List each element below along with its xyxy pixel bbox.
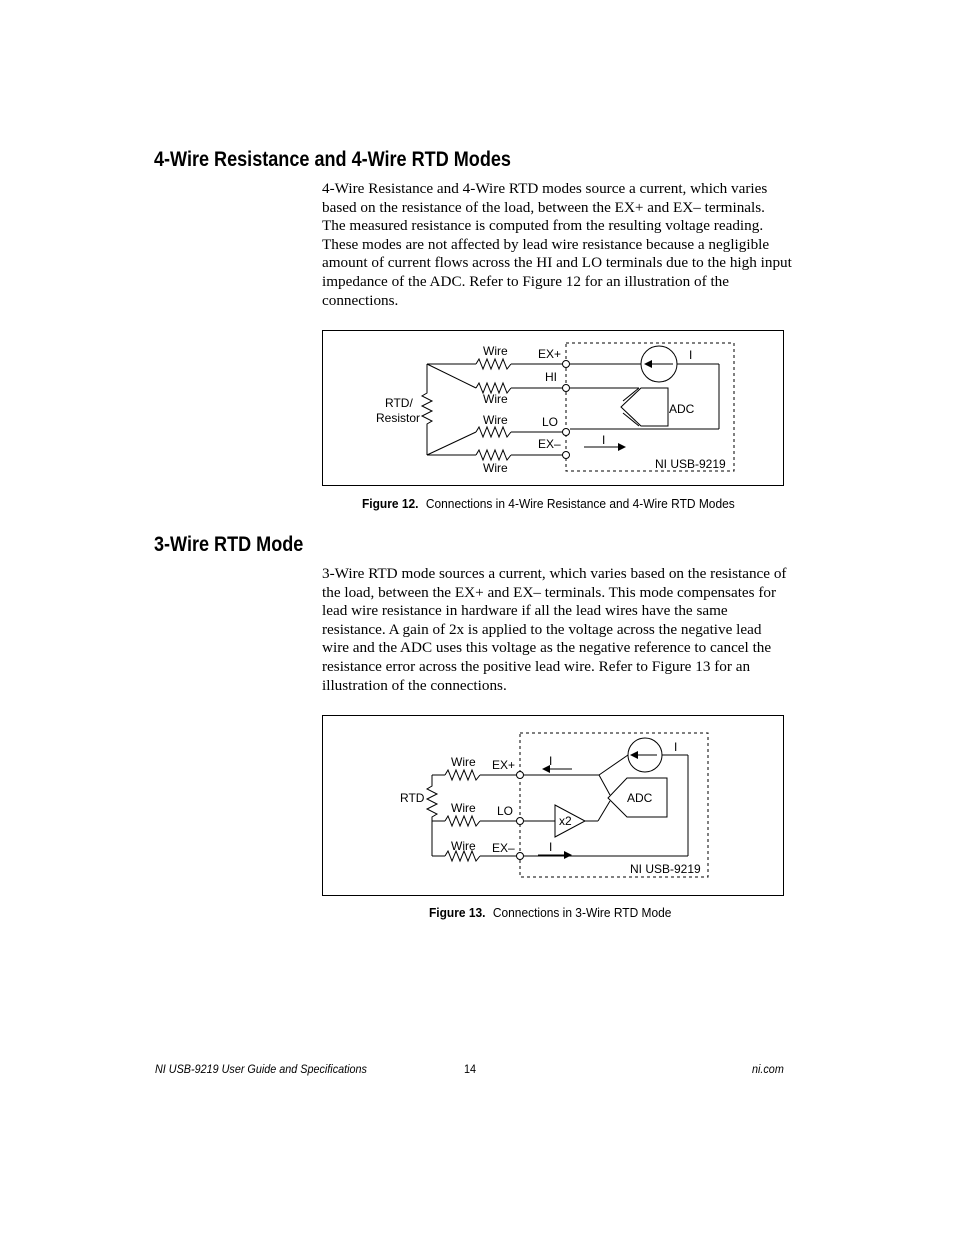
label-wire-1: Wire — [451, 755, 476, 769]
terminal-lo — [563, 429, 570, 436]
label-wire-4: Wire — [483, 461, 508, 475]
figure-12-diagram — [322, 330, 784, 486]
terminal-ex-plus — [563, 361, 570, 368]
figure-13-caption — [429, 905, 671, 920]
wire-resistor-ex-minus — [476, 450, 511, 460]
terminal-ex-minus — [517, 853, 524, 860]
label-device: NI USB-9219 — [630, 862, 701, 876]
terminal-ex-plus — [517, 772, 524, 779]
terminal-hi — [563, 385, 570, 392]
label-hi: HI — [545, 370, 557, 384]
section-body-4wire: 4-Wire Resistance and 4-Wire RTD modes source a current, which varies based on the resistance of the load, between the EX+ and EX– terminals. The measured resistance is computed from the resulting voltage reading. These modes are not affected by lead wire resistance because a negligible amount of current flows across the HI and LO terminals due to the high input impedance of the ADC. Refer to Figure 12 for an illustration of the connections. — [322, 180, 792, 309]
terminal-lo — [517, 818, 524, 825]
label-current-source: I — [689, 348, 693, 362]
section-body-3wire: 3-Wire RTD mode sources a current, which varies based on the resistance of the load, between the EX+ and EX– terminals. This mode compensates for lead wire resistance in hardware if all the lead wires have the same resistance. A gain of 2x is applied to the voltage across the negative lead wire and the ADC uses this voltage as the negative reference to cancel the resistance error across the positive lead wire. Refer to Figure 13 for an illustration of the connections. — [322, 565, 787, 694]
label-current-top: I — [549, 754, 553, 768]
label-load-line1: RTD/ — [385, 396, 413, 410]
figure-12-caption-label: Figure 12. — [362, 496, 419, 511]
figure-12-caption — [362, 496, 735, 511]
figure-12-caption-text: Connections in 4-Wire Resistance and 4-Wire RTD Modes — [425, 496, 735, 511]
label-current-bottom: I — [549, 840, 553, 854]
terminal-ex-minus — [563, 452, 570, 459]
rtd-resistor — [427, 775, 437, 856]
label-ex-minus: EX– — [492, 841, 515, 855]
label-gain: x2 — [559, 814, 572, 828]
label-lo: LO — [497, 804, 514, 818]
label-load: RTD — [400, 791, 425, 805]
label-lo: LO — [542, 415, 559, 429]
figure-13-diagram — [322, 715, 784, 896]
footer-page-number: 14 — [464, 1062, 477, 1076]
label-current-arrow: I — [602, 433, 606, 447]
wire-resistor-lo — [445, 816, 480, 826]
label-ex-minus: EX– — [538, 437, 561, 451]
label-ex-plus: EX+ — [492, 758, 516, 772]
section-heading-4wire: 4-Wire Resistance and 4-Wire RTD Modes — [154, 148, 511, 171]
footer-link: ni.com — [752, 1062, 784, 1076]
figure-12-schematic — [323, 331, 783, 485]
label-device: NI USB-9219 — [655, 457, 726, 471]
label-wire-1: Wire — [483, 344, 508, 358]
label-wire-3: Wire — [451, 839, 476, 853]
figure-13-caption-label: Figure 13. — [429, 905, 486, 920]
adc-block — [621, 388, 668, 426]
label-load-line2: Resistor — [376, 411, 421, 425]
label-ex-plus: EX+ — [538, 347, 562, 361]
rtd-resistor — [422, 364, 432, 455]
label-wire-3: Wire — [483, 413, 508, 427]
footer-title: NI USB-9219 User Guide and Specifications — [155, 1062, 367, 1076]
wire-resistor-ex-plus — [445, 770, 480, 780]
wire-resistor-ex-plus — [476, 359, 511, 369]
label-current-source: I — [674, 740, 678, 754]
label-wire-2: Wire — [483, 392, 508, 406]
label-wire-2: Wire — [451, 801, 476, 815]
section-heading-3wire: 3-Wire RTD Mode — [154, 533, 304, 556]
figure-13-caption-text: Connections in 3-Wire RTD Mode — [492, 905, 672, 920]
wire-resistor-lo — [476, 427, 511, 437]
label-adc: ADC — [669, 402, 695, 416]
label-adc: ADC — [627, 791, 653, 805]
figure-13-schematic — [323, 716, 783, 895]
